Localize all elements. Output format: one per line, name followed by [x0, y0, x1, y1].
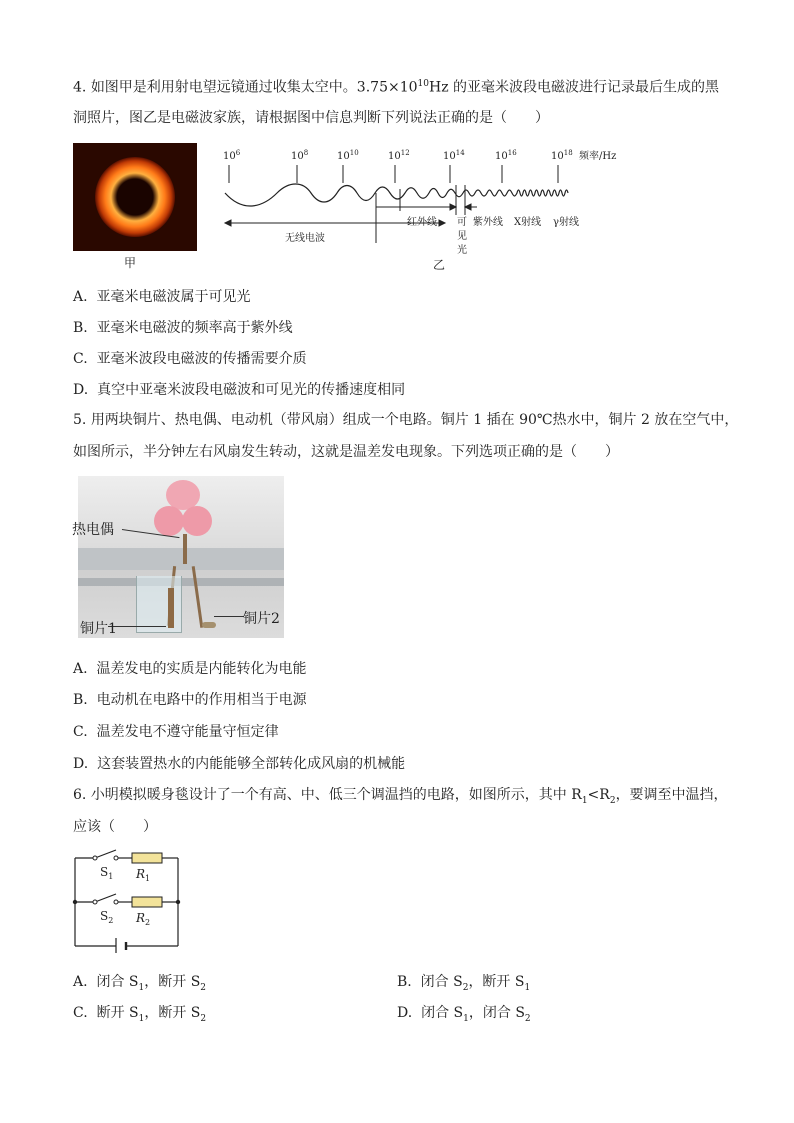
svg-text:108: $10^8$: [291, 149, 309, 162]
q6-stem-line2: 应该（ ）: [73, 819, 157, 835]
q6-option-a: A. 闭合 $S_1$，断开 $S_2$: [73, 974, 207, 993]
battery: [116, 938, 126, 953]
em-spectrum-diagram: [215, 145, 635, 270]
svg-text:可: 可: [457, 217, 467, 228]
svg-text:红外线: 红外线: [407, 217, 437, 228]
svg-text:γ射线: γ射线: [553, 217, 579, 228]
svg-text:S1: $S_1$: [100, 865, 114, 881]
q5-stem-line1: 5. 用两块铜片、热电偶、电动机（带风扇）组成一个电路。铜片 1 插在 90℃热水中，铜片 2 放在空气中，: [73, 412, 739, 428]
svg-text:1010: $10^{10}$: [337, 149, 359, 162]
svg-text:S2: $S_2$: [100, 909, 114, 925]
svg-text:1016: $10^{16}$: [495, 149, 517, 162]
q5-option-b: B. 电动机在电路中的作用相当于电源: [73, 692, 307, 708]
resistor-r1: [132, 853, 162, 863]
q4-stem-line1: 4. 如图甲是利用射电望远镜通过收集太空中。$3.75\times 10^{10}Hz$ 的亚毫米波段电磁波进行记录最后生成的黑: [73, 79, 720, 96]
resistor-r2: [132, 897, 162, 907]
svg-text:X射线: X射线: [514, 217, 542, 228]
q4-option-d: D. 真空中亚毫米波段电磁波和可见光的传播速度相同: [73, 382, 406, 398]
svg-text:无线电波: 无线电波: [285, 233, 325, 244]
svg-text:频率/Hz: 频率/Hz: [579, 151, 617, 162]
svg-text:1012: $10^{12}$: [388, 149, 410, 162]
svg-text:106: $10^6$: [223, 149, 241, 162]
wave-line: [225, 184, 568, 206]
black-hole-image: [73, 143, 197, 251]
q4-option-c: C. 亚毫米波段电磁波的传播需要介质: [73, 351, 307, 367]
q6-option-b: B. 闭合 $S_2$，断开 $S_1$: [397, 974, 531, 993]
label-copper1: 铜片1: [80, 621, 117, 637]
svg-text:1018: $10^{18}$: [551, 149, 573, 162]
circuit-diagram: [70, 848, 185, 953]
fan: [154, 480, 214, 540]
label-thermocouple: 热电偶: [72, 522, 114, 538]
fig-yi-label: 乙: [433, 258, 446, 272]
svg-text:1014: $10^{14}$: [443, 149, 465, 162]
svg-text:紫外线: 紫外线: [473, 217, 503, 228]
svg-text:光: 光: [457, 245, 467, 256]
svg-text:见: 见: [457, 231, 467, 242]
svg-text:R1: $R_1$: [136, 867, 151, 883]
label-copper2: 铜片2: [243, 611, 280, 627]
q6-stem-line1: 6. 小明模拟暖身毯设计了一个有高、中、低三个调温挡的电路，如图所示，其中 $R_1<R_2$，要调至中温挡，: [73, 787, 728, 806]
q4-stem-line2: 洞照片，图乙是电磁波家族，请根据图中信息判断下列说法正确的是（ ）: [73, 110, 549, 126]
q5-stem-line2: 如图所示，半分钟左右风扇发生转动，这就是温差发电现象。下列选项正确的是（ ）: [73, 444, 619, 460]
fig-jia-label: 甲: [124, 256, 137, 270]
svg-text:R2: $R_2$: [136, 911, 151, 927]
frequency-ticks: [223, 149, 616, 162]
q6-option-d: D. 闭合 $S_1$，闭合 $S_2$: [397, 1005, 531, 1024]
q5-option-a: A. 温差发电的实质是内能转化为电能: [73, 661, 307, 677]
q5-option-d: D. 这套装置热水的内能能够全部转化成风扇的机械能: [73, 756, 406, 772]
q5-option-c: C. 温差发电不遵守能量守恒定律: [73, 724, 279, 740]
q6-option-c: C. 断开 $S_1$，断开 $S_2$: [73, 1005, 207, 1024]
q4-option-a: A. 亚毫米电磁波属于可见光: [73, 289, 251, 305]
q4-option-b: B. 亚毫米电磁波的频率高于紫外线: [73, 320, 293, 336]
